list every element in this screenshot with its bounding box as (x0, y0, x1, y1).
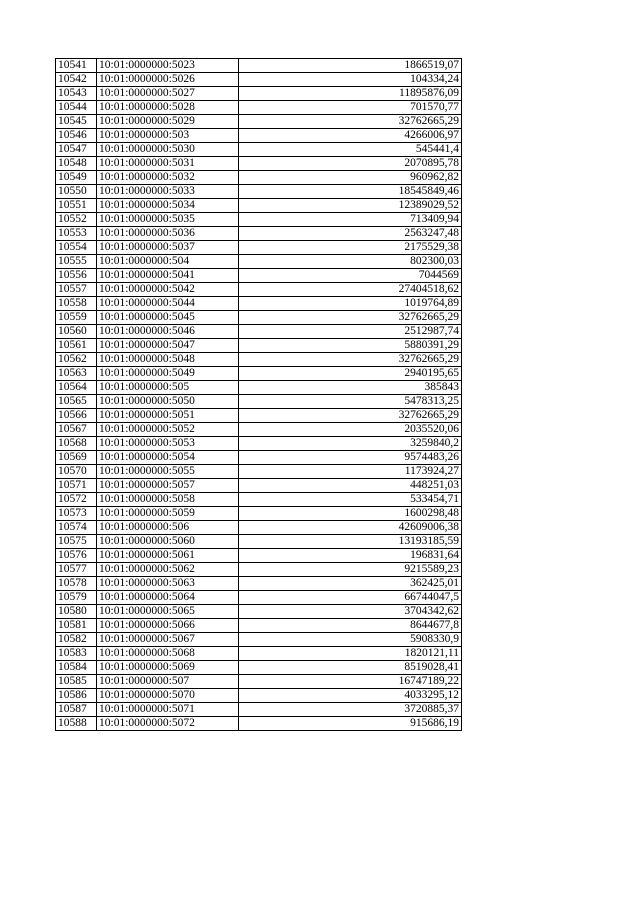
row-number-cell: 10548 (56, 157, 97, 171)
value-cell: 2175529,38 (239, 241, 462, 255)
row-number-cell: 10566 (56, 409, 97, 423)
table-row (56, 115, 462, 129)
cadastral-number-cell: 10:01:0000000:5050 (97, 395, 239, 409)
row-number-cell: 10550 (56, 185, 97, 199)
value-cell: 32762665,29 (239, 311, 462, 325)
row-number-cell: 10562 (56, 353, 97, 367)
value-cell: 32762665,29 (239, 409, 462, 423)
table-row (56, 241, 462, 255)
cadastral-number-cell: 10:01:0000000:5027 (97, 87, 239, 101)
value-cell: 27404518,62 (239, 283, 462, 297)
row-number-cell: 10583 (56, 647, 97, 661)
cadastral-number-cell: 10:01:0000000:5063 (97, 577, 239, 591)
table-row (56, 87, 462, 101)
value-cell: 1820121,11 (239, 647, 462, 661)
cadastral-number-cell: 10:01:0000000:5048 (97, 353, 239, 367)
table-row (56, 227, 462, 241)
value-cell: 12389029,52 (239, 199, 462, 213)
value-cell: 8519028,41 (239, 661, 462, 675)
table-row (56, 577, 462, 591)
table-row (56, 381, 462, 395)
cadastral-number-cell: 10:01:0000000:5029 (97, 115, 239, 129)
value-cell: 11895876,09 (239, 87, 462, 101)
row-number-cell: 10560 (56, 325, 97, 339)
cadastral-number-cell: 10:01:0000000:5064 (97, 591, 239, 605)
cadastral-number-cell: 10:01:0000000:5030 (97, 143, 239, 157)
row-number-cell: 10565 (56, 395, 97, 409)
row-number-cell: 10557 (56, 283, 97, 297)
value-cell: 4266006,97 (239, 129, 462, 143)
table-body (56, 59, 462, 731)
value-cell: 2512987,74 (239, 325, 462, 339)
value-cell: 9215589,23 (239, 563, 462, 577)
value-cell: 5478313,25 (239, 395, 462, 409)
cadastral-number-cell: 10:01:0000000:5035 (97, 213, 239, 227)
value-cell: 32762665,29 (239, 353, 462, 367)
cadastral-number-cell: 10:01:0000000:5066 (97, 619, 239, 633)
value-cell: 2035520,06 (239, 423, 462, 437)
row-number-cell: 10580 (56, 605, 97, 619)
cadastral-number-cell: 10:01:0000000:5023 (97, 59, 239, 73)
table-row (56, 213, 462, 227)
table-row (56, 101, 462, 115)
value-cell: 2563247,48 (239, 227, 462, 241)
row-number-cell: 10546 (56, 129, 97, 143)
row-number-cell: 10569 (56, 451, 97, 465)
value-cell: 1866519,07 (239, 59, 462, 73)
cadastral-number-cell: 10:01:0000000:5028 (97, 101, 239, 115)
cadastral-number-cell: 10:01:0000000:5057 (97, 479, 239, 493)
table-row (56, 283, 462, 297)
cadastral-number-cell: 10:01:0000000:5065 (97, 605, 239, 619)
table-row (56, 143, 462, 157)
value-cell: 32762665,29 (239, 115, 462, 129)
cadastral-number-cell: 10:01:0000000:5046 (97, 325, 239, 339)
row-number-cell: 10582 (56, 633, 97, 647)
table-row (56, 633, 462, 647)
row-number-cell: 10556 (56, 269, 97, 283)
table-row (56, 311, 462, 325)
row-number-cell: 10571 (56, 479, 97, 493)
value-cell: 713409,94 (239, 213, 462, 227)
value-cell: 385843 (239, 381, 462, 395)
cadastral-number-cell: 10:01:0000000:5061 (97, 549, 239, 563)
row-number-cell: 10578 (56, 577, 97, 591)
value-cell: 3704342,62 (239, 605, 462, 619)
row-number-cell: 10584 (56, 661, 97, 675)
cadastral-number-cell: 10:01:0000000:5036 (97, 227, 239, 241)
table-row (56, 129, 462, 143)
cadastral-number-cell: 10:01:0000000:5026 (97, 73, 239, 87)
row-number-cell: 10541 (56, 59, 97, 73)
value-cell: 8644677,8 (239, 619, 462, 633)
table-row (56, 717, 462, 731)
value-cell: 915686,19 (239, 717, 462, 731)
row-number-cell: 10568 (56, 437, 97, 451)
row-number-cell: 10577 (56, 563, 97, 577)
cadastral-number-cell: 10:01:0000000:5049 (97, 367, 239, 381)
table-row (56, 255, 462, 269)
table-row (56, 367, 462, 381)
value-cell: 18545849,46 (239, 185, 462, 199)
cadastral-number-cell: 10:01:0000000:5044 (97, 297, 239, 311)
value-cell: 1600298,48 (239, 507, 462, 521)
value-cell: 9574483,26 (239, 451, 462, 465)
table-row (56, 157, 462, 171)
table-row (56, 465, 462, 479)
value-cell: 3259840,2 (239, 437, 462, 451)
value-cell: 701570,77 (239, 101, 462, 115)
table-row (56, 605, 462, 619)
value-cell: 1173924,27 (239, 465, 462, 479)
value-cell: 66744047,5 (239, 591, 462, 605)
table-row (56, 409, 462, 423)
table-row (56, 479, 462, 493)
row-number-cell: 10586 (56, 689, 97, 703)
value-cell: 2940195,65 (239, 367, 462, 381)
row-number-cell: 10573 (56, 507, 97, 521)
row-number-cell: 10545 (56, 115, 97, 129)
table-row (56, 661, 462, 675)
table-row (56, 353, 462, 367)
row-number-cell: 10572 (56, 493, 97, 507)
table-row (56, 395, 462, 409)
table-row (56, 297, 462, 311)
table-row (56, 493, 462, 507)
row-number-cell: 10549 (56, 171, 97, 185)
table-row (56, 171, 462, 185)
value-cell: 16747189,22 (239, 675, 462, 689)
value-cell: 448251,03 (239, 479, 462, 493)
row-number-cell: 10575 (56, 535, 97, 549)
table-row (56, 549, 462, 563)
value-cell: 104334,24 (239, 73, 462, 87)
cadastral-number-cell: 10:01:0000000:506 (97, 521, 239, 535)
row-number-cell: 10585 (56, 675, 97, 689)
table-row (56, 703, 462, 717)
cadastral-number-cell: 10:01:0000000:5051 (97, 409, 239, 423)
value-cell: 5908330,9 (239, 633, 462, 647)
cadastral-number-cell: 10:01:0000000:5042 (97, 283, 239, 297)
value-cell: 4033295,12 (239, 689, 462, 703)
cadastral-number-cell: 10:01:0000000:5067 (97, 633, 239, 647)
row-number-cell: 10555 (56, 255, 97, 269)
table-row (56, 185, 462, 199)
cadastral-number-cell: 10:01:0000000:5059 (97, 507, 239, 521)
row-number-cell: 10581 (56, 619, 97, 633)
cadastral-number-cell: 10:01:0000000:5068 (97, 647, 239, 661)
table-row (56, 689, 462, 703)
cadastral-number-cell: 10:01:0000000:503 (97, 129, 239, 143)
cadastral-number-cell: 10:01:0000000:5062 (97, 563, 239, 577)
table-row (56, 591, 462, 605)
table-row (56, 325, 462, 339)
cadastral-number-cell: 10:01:0000000:5071 (97, 703, 239, 717)
table-row (56, 675, 462, 689)
row-number-cell: 10587 (56, 703, 97, 717)
cadastral-number-cell: 10:01:0000000:5053 (97, 437, 239, 451)
table-row (56, 339, 462, 353)
row-number-cell: 10564 (56, 381, 97, 395)
value-cell: 13193185,59 (239, 535, 462, 549)
value-cell: 1019764,89 (239, 297, 462, 311)
cadastral-number-cell: 10:01:0000000:5047 (97, 339, 239, 353)
value-cell: 545441,4 (239, 143, 462, 157)
cadastral-number-cell: 10:01:0000000:5033 (97, 185, 239, 199)
value-cell: 802300,03 (239, 255, 462, 269)
cadastral-number-cell: 10:01:0000000:5069 (97, 661, 239, 675)
table-row (56, 451, 462, 465)
row-number-cell: 10579 (56, 591, 97, 605)
table-row (56, 647, 462, 661)
row-number-cell: 10576 (56, 549, 97, 563)
row-number-cell: 10543 (56, 87, 97, 101)
table-row (56, 535, 462, 549)
row-number-cell: 10558 (56, 297, 97, 311)
row-number-cell: 10570 (56, 465, 97, 479)
row-number-cell: 10563 (56, 367, 97, 381)
table-row (56, 619, 462, 633)
cadastral-number-cell: 10:01:0000000:5060 (97, 535, 239, 549)
cadastral-number-cell: 10:01:0000000:505 (97, 381, 239, 395)
value-cell: 7044569 (239, 269, 462, 283)
value-cell: 2070895,78 (239, 157, 462, 171)
value-cell: 3720885,37 (239, 703, 462, 717)
cadastral-number-cell: 10:01:0000000:5031 (97, 157, 239, 171)
row-number-cell: 10552 (56, 213, 97, 227)
row-number-cell: 10561 (56, 339, 97, 353)
cadastral-number-cell: 10:01:0000000:5037 (97, 241, 239, 255)
table-row (56, 437, 462, 451)
cadastral-number-cell: 10:01:0000000:5072 (97, 717, 239, 731)
cadastral-number-cell: 10:01:0000000:5041 (97, 269, 239, 283)
cadastral-number-cell: 10:01:0000000:5055 (97, 465, 239, 479)
table-row (56, 521, 462, 535)
cadastral-number-cell: 10:01:0000000:5032 (97, 171, 239, 185)
value-cell: 362425,01 (239, 577, 462, 591)
table-row (56, 73, 462, 87)
table-row (56, 563, 462, 577)
cadastral-number-cell: 10:01:0000000:504 (97, 255, 239, 269)
cadastral-number-cell: 10:01:0000000:507 (97, 675, 239, 689)
row-number-cell: 10553 (56, 227, 97, 241)
cadastral-number-cell: 10:01:0000000:5045 (97, 311, 239, 325)
row-number-cell: 10567 (56, 423, 97, 437)
row-number-cell: 10588 (56, 717, 97, 731)
data-table (55, 58, 462, 731)
value-cell: 533454,71 (239, 493, 462, 507)
row-number-cell: 10551 (56, 199, 97, 213)
row-number-cell: 10559 (56, 311, 97, 325)
cadastral-number-cell: 10:01:0000000:5052 (97, 423, 239, 437)
cadastral-number-cell: 10:01:0000000:5054 (97, 451, 239, 465)
row-number-cell: 10542 (56, 73, 97, 87)
value-cell: 960962,82 (239, 171, 462, 185)
row-number-cell: 10547 (56, 143, 97, 157)
value-cell: 5880391,29 (239, 339, 462, 353)
table-row (56, 199, 462, 213)
cadastral-number-cell: 10:01:0000000:5070 (97, 689, 239, 703)
row-number-cell: 10554 (56, 241, 97, 255)
table-row (56, 269, 462, 283)
row-number-cell: 10544 (56, 101, 97, 115)
value-cell: 42609006,38 (239, 521, 462, 535)
cadastral-number-cell: 10:01:0000000:5034 (97, 199, 239, 213)
table-row (56, 507, 462, 521)
table-row (56, 59, 462, 73)
table-row (56, 423, 462, 437)
value-cell: 196831,64 (239, 549, 462, 563)
row-number-cell: 10574 (56, 521, 97, 535)
cadastral-number-cell: 10:01:0000000:5058 (97, 493, 239, 507)
